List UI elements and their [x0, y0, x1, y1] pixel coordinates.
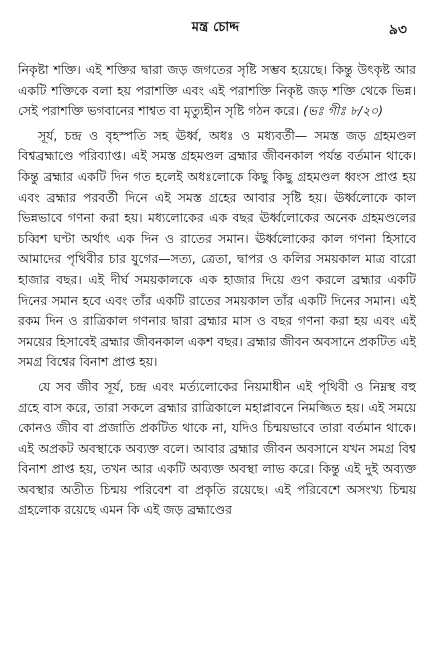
running-header [0, 18, 431, 40]
page-number: ৯৩ [388, 22, 407, 38]
scripture-reference: (ভঃ গীঃ ৮/২০) [303, 103, 384, 119]
paragraph [18, 126, 416, 373]
paragraph [18, 377, 416, 521]
chapter-title: মন্ত্র চোদ্দ [191, 20, 240, 35]
body-text [18, 60, 416, 525]
paragraph-text: যে সব জীব সূর্য, চন্দ্র এবং মর্ত্যলোকের নিয়মাধীন এই পৃথিবী ও নিম্নস্থ বহু গ্রহে বাস করে, তারা সকলে ব্রহ্মার রাত্রিকালে মহাপ্লাবনে নিমজ্জিত হয়। এই সময়ে কোনও জীব বা প্রজাতি প্রকটিত থাকে না, যদিও চিন্ময়ভাবে তারা বর্তমান থাকে। এই অপ্রকট অবস্থাকে অব্যক্ত বলে। আবার ব্রহ্মার জীবন অবসানে যখন সমগ্র বিশ্ব বিনাশ প্রাপ্ত হয়, তখন আর একটি অব্যক্ত অবস্থা লাভ করে। কিন্তু এই দুই অব্যক্ত অবস্থার অতীত চিন্ময় পরিবেশ বা প্রকৃতি রয়েছে। এই পরিবেশে অসংখ্য চিন্ময় গ্রহলোক রয়েছে এমন কি এই জড় ব্রহ্মাণ্ডের [18, 378, 416, 518]
paragraph-text: নিকৃষ্টা শক্তি। এই শক্তির দ্বারা জড় জগতের সৃষ্টি সম্ভব হয়েছে। কিন্তু উৎকৃষ্ট আর একটি শক্তিকে বলা হয় পরাশক্তি এবং এই পরাশক্তি নিকৃষ্ট জড় শক্তি থেকে ভিন্ন। সেই পরাশক্তি ভগবানের শাশ্বত বা মৃত্যুহীন সৃষ্টি গঠন করে। [18, 62, 416, 119]
paragraph-text: সূর্য, চন্দ্র ও বৃহস্পতি সহ ঊর্ধ্ব, অধঃ ও মধ্যবর্তী— সমস্ত জড় গ্রহমণ্ডল বিশ্বব্রহ্মাণ্ডে পরিব্যাপ্ত। এই সমস্ত গ্রহমণ্ডল ব্রহ্মার জীবনকাল পর্যন্ত বর্তমান থাকে। কিন্তু ব্রহ্মার একটি দিন গত হলেই অধঃলোকে কিছু কিছু গ্রহমণ্ডল ধ্বংস প্রাপ্ত হয় এবং ব্রহ্মার পরবর্তী দিনে এই সমস্ত গ্রহের আবার সৃষ্টি হয়। ঊর্ধ্বলোকে কাল ভিন্নভাবে গণনা করা হয়। মধ্যলোকের এক বছর ঊর্ধ্বলোকের অনেক গ্রহমণ্ডলের চব্বিশ ঘণ্টা অর্থাৎ এক দিন ও রাতের সমান। ঊর্ধ্বলোকের কাল গণনা হিসাবে আমাদের পৃথিবীর চার যুগের—সত্য, ত্রেতা, দ্বাপর ও কলির সময়কাল মাত্র বারো হাজার বছর। এই দীর্ঘ সময়কালকে এক হাজার দিয়ে গুণ করলে ব্রহ্মার একটি দিনের সমান হবে এবং তাঁর একটি রাতের সময়কাল তাঁর একটি দিনের সমান। এই রকম দিন ও রাত্রিকাল গণনার দ্বারা ব্রহ্মার মাস ও বছর গণনা করা হয় এবং এই সময়ের হিসাবেই ব্রহ্মার জীবনকাল একশ বছর। ব্রহ্মার জীবন অবসানে প্রকটিত এই সমগ্র বিশ্বের বিনাশ প্রাপ্ত হয়। [18, 127, 416, 370]
paragraph [18, 60, 416, 122]
